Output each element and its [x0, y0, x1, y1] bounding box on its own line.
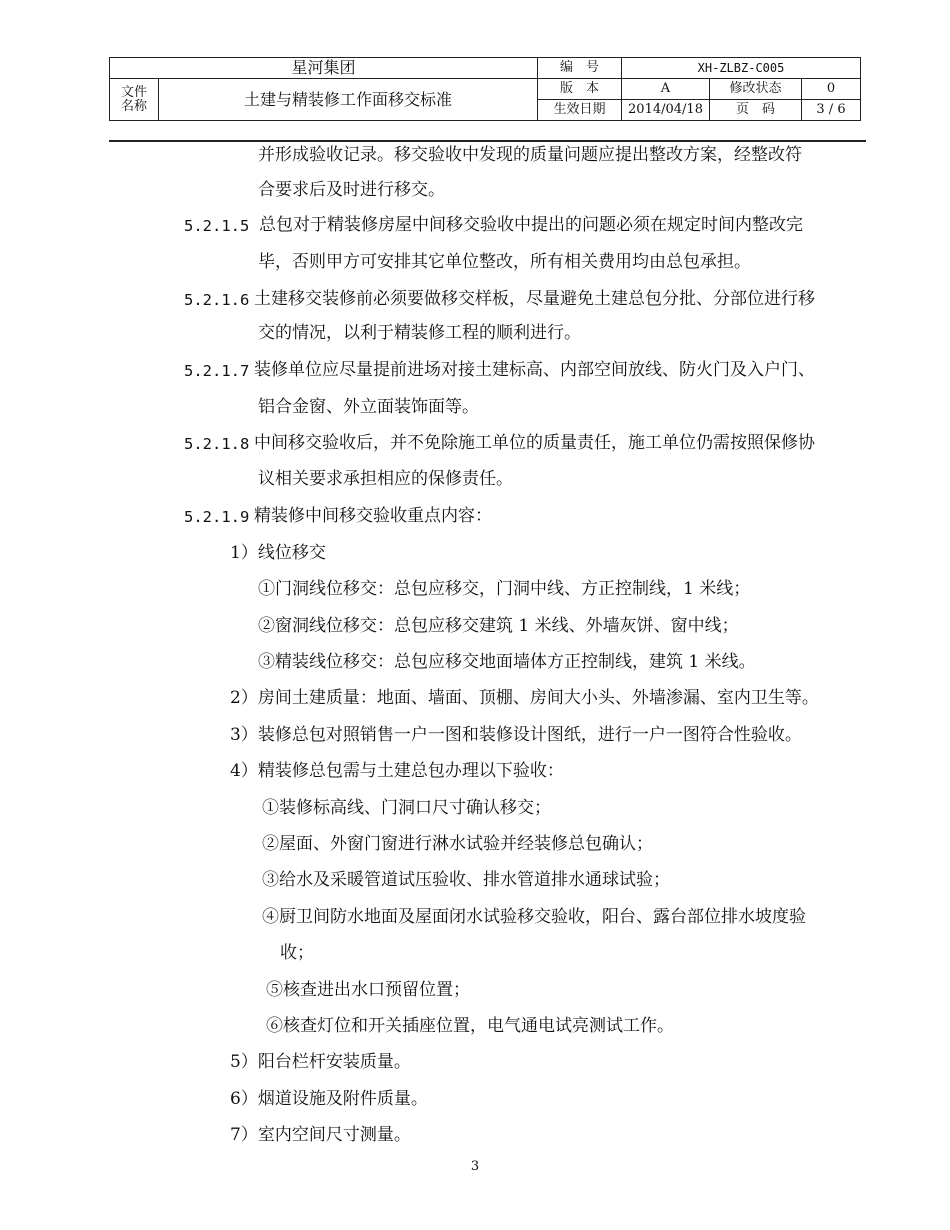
clause-number: 5.2.1.8: [184, 435, 250, 453]
text-line: 铝合金窗、外立面装饰面等。: [258, 397, 479, 417]
text-line: 中间移交验收后，并不免除施工单位的质量责任，施工单位仍需按照保修协: [254, 433, 815, 453]
text-line: 合要求后及时进行移交。: [258, 180, 445, 200]
list-item: 2）房间土建质量：地面、墙面、顶棚、房间大小头、外墙渗漏、室内卫生等。: [230, 688, 819, 708]
sub-list-item: ③精装线位移交：总包应移交地面墙体方正控制线，建筑 1 米线。: [258, 652, 756, 672]
code-label: 编 号: [537, 57, 622, 79]
list-item: 3）装修总包对照销售一户一图和装修设计图纸，进行一户一图符合性验收。: [230, 725, 802, 745]
effective-date-value: 2014/04/18: [621, 99, 710, 121]
text-line: 交的情况，以利于精装修工程的顺利进行。: [258, 323, 581, 343]
list-item: 6）烟道设施及附件质量。: [230, 1089, 428, 1109]
text-line: 土建移交装修前必须要做移交样板，尽量避免土建总包分批、分部位进行移: [254, 289, 815, 309]
doc-name-label-line1: 文件: [120, 84, 147, 100]
page-number: 3: [470, 1159, 480, 1174]
sub-list-item: ④厨卫间防水地面及屋面闭水试验移交验收，阳台、露台部位排水坡度验: [262, 907, 806, 927]
sub-list-item-continuation: 收；: [280, 943, 314, 963]
text-line: 精装修中间移交验收重点内容：: [254, 506, 492, 526]
revision-label: 修改状态: [709, 78, 802, 100]
clause-number: 5.2.1.9: [184, 508, 250, 526]
list-item: 5）阳台栏杆安装质量。: [230, 1052, 411, 1072]
version-label: 版 本: [537, 78, 622, 100]
clause-number: 5.2.1.6: [184, 291, 250, 309]
doc-name-label: [109, 78, 159, 121]
text-line: 并形成验收记录。移交验收中发现的质量问题应提出整改方案，经整改符: [258, 145, 802, 165]
header-divider: [109, 140, 866, 142]
effective-date-label: 生效日期: [537, 99, 622, 121]
page-value: 3 / 6: [801, 99, 861, 121]
list-item: 1）线位移交: [230, 543, 326, 563]
list-item: 7）室内空间尺寸测量。: [230, 1125, 411, 1145]
sub-list-item: ⑤核查进出水口预留位置；: [266, 980, 470, 1000]
doc-title: 土建与精装修工作面移交标准: [158, 78, 538, 121]
company-name: 星河集团: [109, 57, 538, 79]
sub-list-item: ②屋面、外窗门窗进行淋水试验并经装修总包确认；: [262, 834, 653, 854]
sub-list-item: ①门洞线位移交：总包应移交，门洞中线、方正控制线，1 米线；: [258, 579, 751, 599]
sub-list-item: ①装修标高线、门洞口尺寸确认移交；: [262, 798, 551, 818]
text-line: 毕，否则甲方可安排其它单位整改，所有相关费用均由总包承担。: [258, 252, 751, 272]
version-value: A: [621, 78, 710, 100]
text-line: 装修单位应尽量提前进场对接土建标高、内部空间放线、防火门及入户门、: [254, 360, 815, 380]
code-value: XH-ZLBZ-C005: [621, 57, 861, 79]
document-header-table: [109, 57, 861, 121]
clause-number: 5.2.1.5: [184, 217, 250, 235]
text-line: 议相关要求承担相应的保修责任。: [258, 469, 513, 489]
sub-list-item: ②窗洞线位移交：总包应移交建筑 1 米线、外墙灰饼、窗中线；: [258, 616, 739, 636]
list-item: 4）精装修总包需与土建总包办理以下验收：: [230, 761, 564, 781]
sub-list-item: ③给水及采暖管道试压验收、排水管道排水通球试验；: [262, 870, 670, 890]
doc-name-label-line2: 名称: [120, 98, 147, 114]
text-line: 总包对于精装修房屋中间移交验收中提出的问题必须在规定时间内整改完: [259, 215, 803, 235]
clause-number: 5.2.1.7: [184, 362, 250, 380]
sub-list-item: ⑥核查灯位和开关插座位置，电气通电试亮测试工作。: [266, 1016, 674, 1036]
page-label: 页 码: [709, 99, 802, 121]
revision-value: 0: [801, 78, 861, 100]
